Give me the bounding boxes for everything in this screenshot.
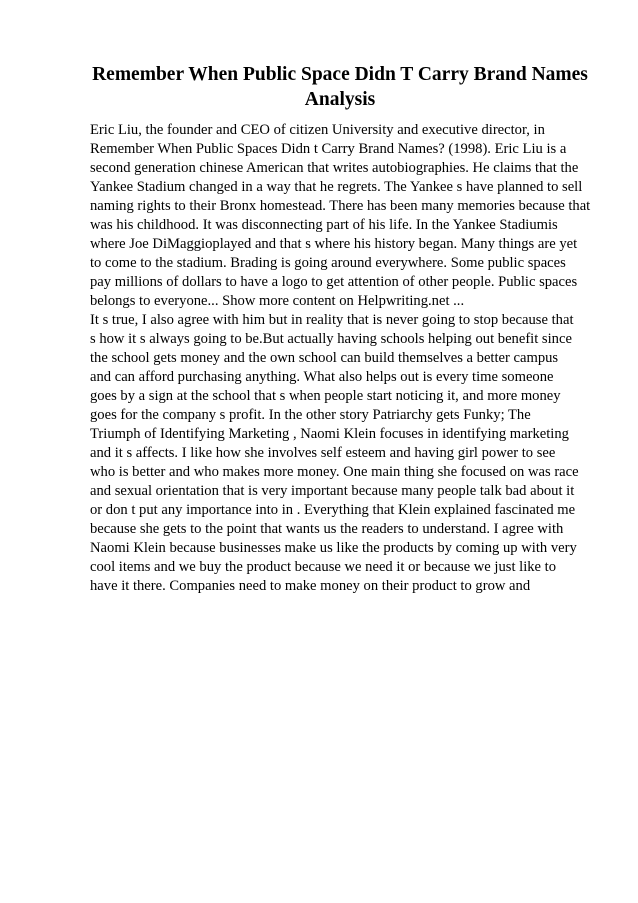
body-line: and it s affects. I like how she involves self esteem and having girl power to see [90, 445, 556, 461]
body-line: goes for the company s profit. In the other story Patriarchy gets Funky; The [90, 407, 531, 423]
body-line: and sexual orientation that is very important because many people talk bad about it [90, 483, 575, 499]
title-line-2: Analysis [304, 89, 376, 110]
body-line: because she gets to the point that wants us the readers to understand. I agree with [90, 521, 564, 537]
body-line: naming rights to their Bronx homestead. There has been many memories because that [90, 198, 591, 214]
body-line: to come to the stadium. Brading is going around everywhere. Some public spaces [90, 255, 566, 271]
body-line: where Joe DiMaggioplayed and that s where his history began. Many things are yet [90, 236, 578, 252]
body-line: have it there. Companies need to make money on their product to grow and [90, 578, 531, 594]
show-more-line: belongs to everyone... Show more content on Helpwriting.net ... [90, 293, 465, 309]
document-body [90, 121, 610, 596]
document-title [80, 62, 600, 112]
title-line-1: Remember When Public Space Didn T Carry Brand Names [92, 64, 588, 85]
body-line: second generation chinese American that writes autobiographies. He claims that the [90, 160, 579, 176]
body-line: Remember When Public Spaces Didn t Carry Brand Names? (1998). Eric Liu is a [90, 141, 567, 157]
body-line: s how it s always going to be.But actually having schools helping out benefit since [90, 331, 572, 347]
body-line: Triumph of Identifying Marketing , Naomi Klein focuses in identifying marketing [90, 426, 569, 442]
body-line: or don t put any importance into in . Everything that Klein explained fascinated me [90, 502, 576, 518]
body-line: who is better and who makes more money. One main thing she focused on was race [90, 464, 579, 480]
body-line: cool items and we buy the product because we need it or because we just like to [90, 559, 557, 575]
body-line: It s true, I also agree with him but in reality that is never going to stop because that [90, 312, 574, 328]
body-line: Eric Liu, the founder and CEO of citizen University and executive director, in [90, 122, 545, 138]
body-line: goes by a sign at the school that s when people start noticing it, and more money [90, 388, 561, 404]
body-line: pay millions of dollars to have a logo to get attention of other people. Public spaces [90, 274, 578, 290]
body-line: was his childhood. It was disconnecting part of his life. In the Yankee Stadiumis [90, 217, 558, 233]
body-line: Yankee Stadium changed in a way that he regrets. The Yankee s have planned to sell [90, 179, 583, 195]
body-line: Naomi Klein because businesses make us like the products by coming up with very [90, 540, 577, 556]
body-line: the school gets money and the own school can build themselves a better campus [90, 350, 559, 366]
body-line: and can afford purchasing anything. What also helps out is every time someone [90, 369, 554, 385]
